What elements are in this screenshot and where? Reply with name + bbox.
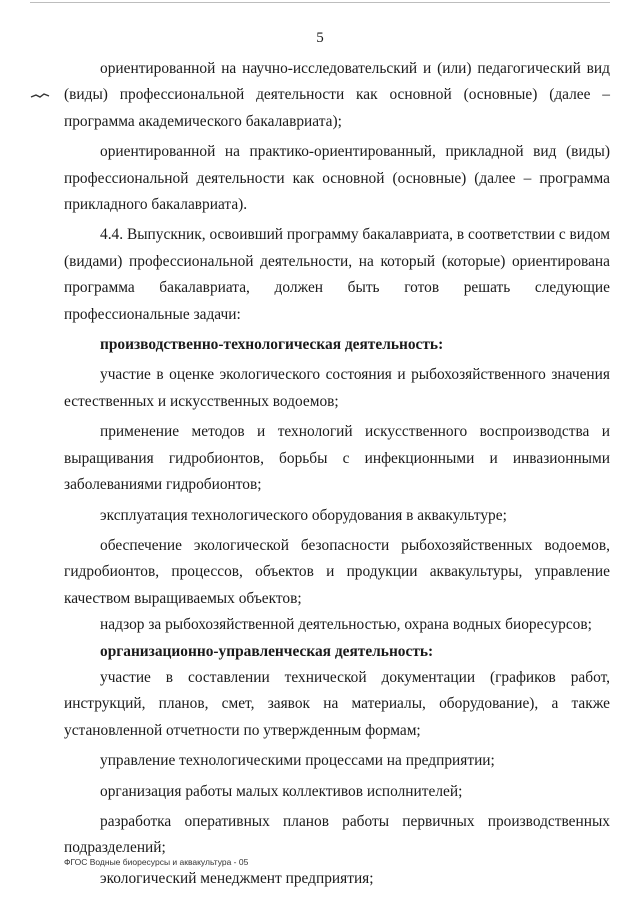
top-rule xyxy=(30,2,610,3)
paragraph: эксплуатация технологического оборудования в аквакультуре; xyxy=(100,506,507,524)
paragraph: участие в составлении технической документации (графиков работ, инструкций, планов, смет, заявок на материалы, оборудование), а также установленной отчетности по утвержденным формам; xyxy=(64,668,610,739)
paragraph: 4.4. Выпускник, освоивший программу бакалавриата, в соответствии с видом (видами) профессиональной деятельности, на который (которые) ориентирована программа бакалавриата, должен быть готов решать следующие профессиональные задачи: xyxy=(64,226,610,323)
paragraph: управление технологическими процессами на предприятии; xyxy=(100,752,495,770)
section-heading: производственно-технологическая деятельность: xyxy=(100,336,444,354)
paragraph: экологический менеджмент предприятия; xyxy=(100,869,374,887)
paragraph: ориентированной на научно-исследовательский и (или) педагогический вид (виды) профессиональной деятельности как основной (основные) (далее – программа академического бакалавриата); xyxy=(64,60,610,130)
paragraph: обеспечение экологической безопасности рыбохозяйственных водоемов, гидробионтов, процессов, объектов и продукции аквакультуры, управление качеством выращиваемых объектов; xyxy=(64,536,610,607)
page-footer: ФГОС Водные биоресурсы и аквакультура - 05 xyxy=(64,857,249,867)
section-heading: организационно-управленческая деятельность: xyxy=(100,642,434,660)
paragraph: организация работы малых коллективов исполнителей; xyxy=(100,782,463,800)
paragraph: разработка оперативных планов работы первичных производственных подразделений; xyxy=(64,812,610,857)
document-body xyxy=(64,56,610,892)
paragraph: ориентированной на практико-ориентированный, прикладной вид (виды) профессиональной деятельности как основной (основные) (далее – программа прикладного бакалавриата). xyxy=(64,143,610,214)
paragraph: участие в оценке экологического состояния и рыбохозяйственного значения естественных и искусственных водоемов; xyxy=(64,366,610,410)
margin-mark-icon xyxy=(30,92,50,100)
paragraph: надзор за рыбохозяйственной деятельностью, охрана водных биоресурсов; xyxy=(100,616,592,634)
page-number: 5 xyxy=(316,30,324,46)
paragraph: применение методов и технологий искусственного воспроизводства и выращивания гидробионтов, борьбы с инфекционными и инвазионными заболеваниями гидробионтов; xyxy=(64,423,610,494)
